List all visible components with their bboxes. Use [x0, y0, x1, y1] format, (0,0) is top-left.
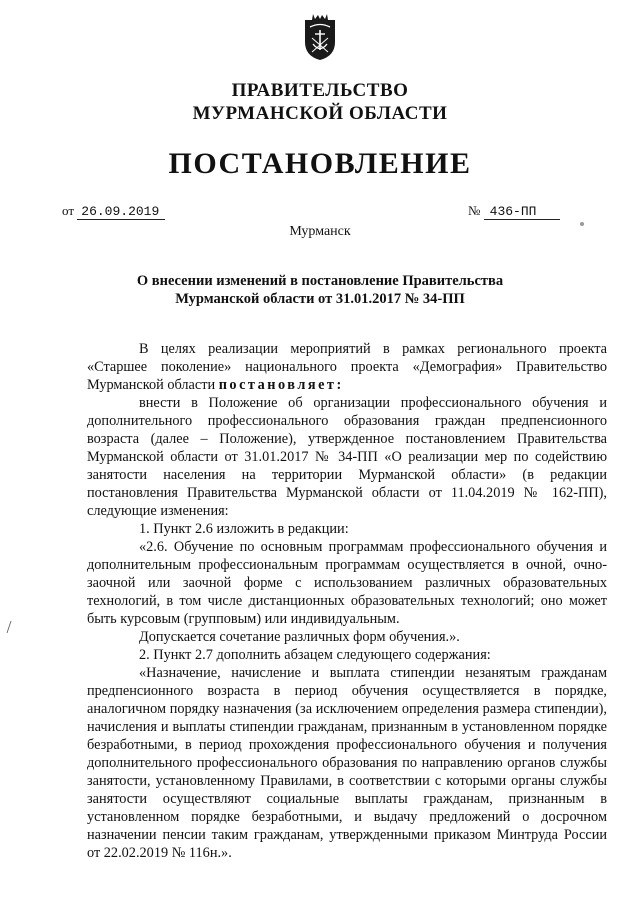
city-name: Мурманск — [289, 224, 351, 239]
preamble-paragraph — [87, 340, 607, 394]
body-paragraph-stipend: «Назначение, начисление и выплата стипендии незанятым гражданам предпенсионного возраста в период обучения осуществляется в порядке, аналогичном порядку назначения (за исключением определения размера стипендии), начисления и выплаты стипендии гражданам, признанным в установленном порядке безработными, в период прохождения профессионального обучения и получения дополнительного профессионального образования по направлению органов службы занятости, установленному Правилами, в соответствии с которыми органы службы занятости осуществляют социальные выплаты гражданам, признанным в установленном порядке безработными, и выдачу предложений о досрочном назначении пенсии таким гражданам, утвержденными приказом Минтруда России от 22.02.2019 № 116н.». — [87, 665, 607, 861]
body-paragraph-clause-2-6: «2.6. Обучение по основным программам профессионального обучения и дополнительным профессиональным программам осуществляется в очной, очно-заочной или заочной форме с использованием различных образовательных технологий, в том числе дистанционных образовательных технологий; оно может быть курсовым (групповым) или индивидуальным. — [87, 539, 607, 627]
document-type-title: ПОСТАНОВЛЕНИЕ — [168, 147, 472, 180]
number-value: 436-ПП — [484, 204, 561, 220]
murmansk-coat-of-arms-icon — [301, 12, 339, 62]
body-paragraph-item-1: 1. Пункт 2.6 изложить в редакции: — [139, 521, 349, 537]
scan-dot — [580, 222, 584, 226]
government-name-line2: МУРМАНСКОЙ ОБЛАСТИ — [192, 103, 448, 124]
resolves-word: постановляет: — [218, 377, 344, 393]
body-paragraph-amend-intro: внести в Положение об организации профессионального обучения и дополнительного профессионального образования граждан предпенсионного возраста (далее – Положение), утвержденное постановлением Правительства Мурманской области от 31.01.2017 № 34-ПП «О реализации мер по содействию занятости населения на территории Мурманской области» (в редакции постановления Правительства Мурманской области от 11.04.2019 № 162-ПП), следующие изменения: — [87, 395, 607, 519]
date-prefix: от — [62, 203, 75, 218]
margin-scan-mark — [6, 620, 12, 634]
preamble-text: В целях реализации мероприятий в рамках регионального проекта «Старшее поколение» национального проекта «Демография» Правительство Мурманской области — [87, 341, 607, 393]
body-paragraph-forms-combination: Допускается сочетание различных форм обучения.». — [139, 629, 460, 645]
government-name-line1: ПРАВИТЕЛЬСТВО — [231, 80, 409, 101]
subject-line2: Мурманской области от 31.01.2017 № 34-ПП — [175, 291, 465, 307]
subject-line1: О внесении изменений в постановление Правительства — [136, 273, 504, 289]
number-field — [468, 203, 560, 219]
date-field — [62, 203, 165, 219]
date-value: 26.09.2019 — [77, 204, 165, 220]
decree-body — [87, 340, 607, 862]
decree-subject — [0, 272, 640, 308]
body-paragraph-item-2: 2. Пункт 2.7 дополнить абзацем следующего содержания: — [139, 647, 491, 663]
number-prefix: № — [468, 203, 481, 218]
